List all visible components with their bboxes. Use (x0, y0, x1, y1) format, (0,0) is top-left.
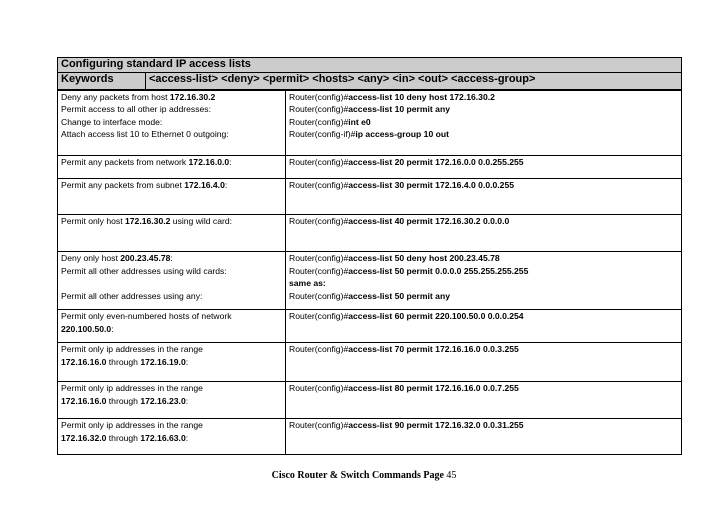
command-text: same as: (289, 278, 326, 289)
description-text: through (106, 356, 141, 367)
ip-address: 172.16.19.0 (140, 356, 186, 367)
description-text: Permit all other addresses using any: (61, 290, 203, 301)
description-line (61, 277, 285, 290)
description-line (61, 323, 285, 336)
table-body (58, 90, 682, 455)
description-line (61, 419, 285, 432)
command-text: access-list 40 permit 172.16.30.2 0.0.0.0 (348, 216, 510, 226)
command-text: access-list 70 permit 172.16.16.0 0.0.3.255 (348, 344, 519, 354)
table-row (58, 179, 682, 215)
description-text: Permit only ip addresses in the range (61, 383, 203, 393)
prompt-text: Router(config)# (289, 180, 349, 190)
command-line (289, 103, 681, 116)
description-line (61, 128, 285, 141)
prompt-text: Router(config)# (289, 157, 349, 167)
command-cell (286, 419, 682, 455)
ip-address: 200.23.45.78 (120, 253, 171, 263)
description-text: Permit all other addresses using wild cards: (61, 265, 227, 276)
command-text: access-list 50 permit 0.0.0.0 255.255.255.255 (348, 265, 529, 276)
description-line (61, 356, 285, 369)
command-cell (286, 215, 682, 252)
description-line (61, 395, 285, 408)
table-title: Configuring standard IP access lists (58, 58, 682, 73)
description-text: Deny only host (61, 253, 121, 263)
description-text: using wild card: (170, 216, 233, 226)
description-line (61, 103, 285, 116)
command-text: access-list 90 permit 172.16.32.0 0.0.31.255 (348, 420, 524, 430)
access-list-table (57, 57, 681, 455)
command-line (289, 156, 681, 169)
description-text: : (170, 253, 173, 263)
description-text: Permit any packets from subnet (61, 180, 185, 190)
ip-address: 172.16.63.0 (140, 432, 186, 443)
description-text: Change to interface mode: (61, 116, 163, 127)
description-text: : (111, 323, 114, 334)
description-text: : (224, 180, 228, 190)
command-text: access-list 50 deny host 200.23.45.78 (348, 253, 500, 263)
command-line (289, 343, 681, 356)
description-line (61, 290, 285, 303)
description-line (61, 91, 285, 104)
description-line (61, 116, 285, 129)
description-text: Deny any packets from host (61, 91, 170, 102)
prompt-text: Router(config)# (289, 420, 349, 430)
prompt-text: Router(config)# (289, 216, 349, 226)
description-text: through (106, 395, 141, 406)
command-line (289, 91, 681, 104)
description-line (61, 156, 285, 169)
description-line (61, 265, 285, 278)
command-cell (286, 252, 682, 310)
description-text: Permit only ip addresses in the range (61, 420, 203, 430)
description-line (61, 252, 285, 265)
ip-address: 172.16.16.0 (61, 356, 107, 367)
ip-address: 220.100.50.0 (61, 323, 112, 334)
prompt-text: Router(config)# (289, 265, 349, 276)
prompt-text: Router(config)# (289, 116, 349, 127)
keywords-label: Keywords (58, 72, 146, 90)
description-line (61, 310, 285, 323)
command-line (289, 179, 681, 192)
description-text: Attach access list 10 to Ethernet 0 outgoing: (61, 129, 229, 140)
command-text: access-list 50 permit any (348, 290, 450, 301)
command-line (289, 252, 681, 265)
ip-address: 172.16.32.0 (61, 432, 107, 443)
table-row (58, 310, 682, 343)
ip-address: 172.16.30.2 (169, 91, 216, 102)
command-line (289, 290, 681, 303)
table-row (58, 382, 682, 419)
prompt-text: Router(config-if)# (289, 129, 356, 140)
description-cell (58, 343, 286, 382)
command-cell (286, 179, 682, 215)
command-line (289, 419, 681, 432)
prompt-text: Router(config)# (289, 91, 349, 102)
description-cell (58, 179, 286, 215)
command-cell (286, 156, 682, 179)
command-cell (286, 382, 682, 419)
command-cell (286, 343, 682, 382)
description-cell (58, 252, 286, 310)
description-text: : (229, 157, 232, 167)
command-text: ip access-group 10 out (355, 129, 449, 140)
description-line (61, 382, 285, 395)
prompt-text: Router(config)# (289, 311, 349, 321)
keywords-list: <access-list> <deny> <permit> <hosts> <any> <in> <out> <access-group> (146, 72, 682, 90)
table-row (58, 419, 682, 455)
table-row (58, 343, 682, 382)
description-text: Permit only even-numbered hosts of network (61, 311, 232, 321)
footer-title: Cisco Router & Switch Commands Page (271, 470, 444, 481)
description-cell (58, 310, 286, 343)
command-text: access-list 60 permit 220.100.50.0 0.0.0.254 (348, 311, 524, 321)
prompt-text: Router(config)# (289, 290, 349, 301)
ip-address: 172.16.23.0 (140, 395, 186, 406)
prompt-text: Router(config)# (289, 344, 349, 354)
command-line (289, 215, 681, 228)
description-text: through (106, 432, 141, 443)
command-text: access-list 10 deny host 172.16.30.2 (348, 91, 495, 102)
page-footer (0, 470, 728, 481)
command-line (289, 265, 681, 278)
description-text: Permit only ip addresses in the range (61, 344, 203, 354)
command-line (289, 128, 681, 141)
command-line (289, 382, 681, 395)
command-text: access-list 30 permit 172.16.4.0 0.0.0.255 (348, 180, 515, 190)
ip-address: 172.16.30.2 (125, 216, 171, 226)
table-row (58, 90, 682, 156)
ip-address: 172.16.16.0 (61, 395, 107, 406)
description-cell (58, 419, 286, 455)
table-row (58, 215, 682, 252)
description-line (61, 343, 285, 356)
description-cell (58, 156, 286, 179)
description-text: : (185, 356, 189, 367)
command-cell (286, 90, 682, 156)
prompt-text: Router(config)# (289, 104, 349, 115)
description-text: : (185, 395, 189, 406)
description-line (61, 179, 285, 192)
command-line (289, 116, 681, 129)
description-text: : (185, 432, 189, 443)
description-text: Permit access to all other ip addresses: (61, 104, 211, 115)
description-cell (58, 215, 286, 252)
prompt-text: Router(config)# (289, 383, 349, 393)
command-line (289, 310, 681, 323)
command-line (289, 277, 681, 290)
ip-address: 172.16.0.0 (188, 157, 230, 167)
description-text: Permit only host (61, 216, 125, 226)
page-number: 45 (446, 470, 457, 481)
command-text: access-list 20 permit 172.16.0.0 0.0.255.255 (348, 157, 524, 167)
description-line (61, 432, 285, 445)
command-cell (286, 310, 682, 343)
description-cell (58, 382, 286, 419)
table-row (58, 156, 682, 179)
command-text: int e0 (348, 116, 371, 127)
description-line (61, 215, 285, 228)
description-text: Permit any packets from network (61, 157, 189, 167)
command-text: access-list 10 permit any (348, 104, 450, 115)
ip-address: 172.16.4.0 (184, 180, 225, 190)
command-text: access-list 80 permit 172.16.16.0 0.0.7.255 (348, 383, 519, 393)
table-row (58, 252, 682, 310)
prompt-text: Router(config)# (289, 253, 349, 263)
description-cell (58, 90, 286, 156)
